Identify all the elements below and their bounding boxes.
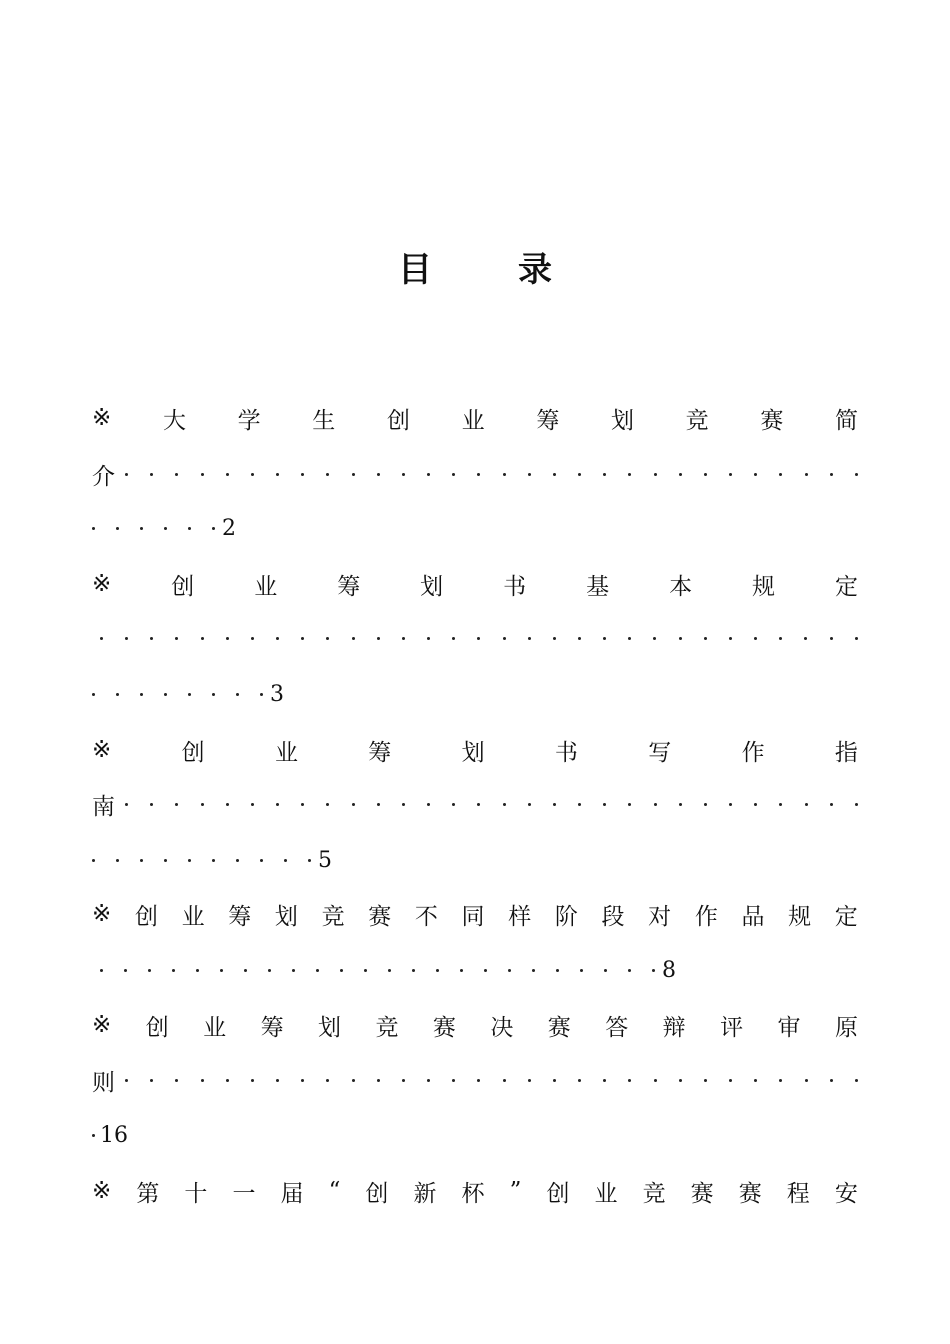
toc-char: 同	[461, 903, 485, 930]
reference-mark: ※	[92, 1012, 112, 1038]
page-number[interactable]: 2	[222, 515, 236, 541]
reference-mark: ※	[92, 405, 112, 431]
toc-char: 写	[648, 739, 672, 766]
toc-entry-2-line2	[92, 620, 858, 656]
toc-char: 决	[490, 1014, 514, 1041]
toc-char: 创	[181, 739, 205, 766]
toc-entry-2-line1	[92, 566, 858, 602]
toc-char: 对	[648, 903, 672, 930]
toc-char: 业	[594, 1180, 618, 1207]
toc-char: 答	[605, 1014, 629, 1041]
page-number[interactable]: 16	[100, 1122, 128, 1148]
toc-char: 竞	[642, 1180, 666, 1207]
toc-char: 杯	[461, 1180, 485, 1207]
toc-char: 届	[280, 1180, 304, 1207]
page-title	[0, 248, 950, 292]
toc-char: 新	[413, 1180, 437, 1207]
toc-char: 第	[136, 1180, 160, 1207]
toc-char: 段	[601, 903, 625, 930]
toc-char: 定	[835, 573, 858, 600]
toc-char: 生	[312, 407, 336, 434]
reference-mark: ※	[92, 901, 112, 927]
toc-char: 辩	[662, 1014, 686, 1041]
toc-char: 业	[181, 903, 205, 930]
toc-char: 划	[461, 739, 485, 766]
reference-mark: ※	[92, 1178, 112, 1204]
toc-char: 创	[365, 1180, 389, 1207]
toc-char: 不	[414, 903, 438, 930]
toc-char: 十	[184, 1180, 208, 1207]
toc-char: 筹	[536, 407, 560, 434]
toc-char: 创	[386, 407, 410, 434]
dot-leader	[125, 473, 858, 476]
dot-leader	[125, 803, 858, 806]
toc-char: 书	[503, 573, 527, 600]
toc-entry-4-line2	[92, 952, 858, 988]
dot-leader	[125, 1079, 858, 1082]
dot-leader	[92, 527, 236, 530]
toc-char: 创	[134, 903, 158, 930]
title-char: 目	[398, 250, 432, 290]
toc-char: 赛	[690, 1180, 714, 1207]
toc-char: 划	[610, 407, 634, 434]
toc-entry-3-line3	[92, 842, 858, 878]
toc-char: 基	[586, 573, 610, 600]
toc-char: 业	[203, 1014, 227, 1041]
toc-char: 赛	[547, 1014, 571, 1041]
toc-entry-3-line1	[92, 732, 858, 768]
toc-char: 本	[669, 573, 693, 600]
toc-char: 筹	[368, 739, 392, 766]
toc-char: “	[328, 1178, 341, 1204]
toc-entry-1-line2	[92, 456, 858, 492]
reference-mark: ※	[92, 737, 112, 763]
toc-entry-4-line1	[92, 896, 858, 932]
page-number[interactable]: 3	[270, 681, 284, 707]
toc-char: 赛	[738, 1180, 762, 1207]
toc-char: 赛	[368, 903, 392, 930]
toc-char: 创	[145, 1014, 169, 1041]
toc-char: 学	[237, 407, 261, 434]
toc-char: 创	[546, 1180, 570, 1207]
toc-entry-1-line1	[92, 400, 858, 436]
toc-char: 划	[318, 1014, 342, 1041]
toc-char: 样	[508, 903, 532, 930]
toc-char: 划	[274, 903, 298, 930]
toc-char: 安	[834, 1180, 858, 1207]
toc-char: 业	[274, 739, 298, 766]
toc-char: 规	[752, 573, 776, 600]
toc-char: 程	[786, 1180, 810, 1207]
toc-char: 划	[420, 573, 444, 600]
toc-char: 赛	[760, 407, 784, 434]
toc-char: 阶	[554, 903, 578, 930]
dot-leader	[100, 969, 676, 972]
toc-char: ”	[509, 1178, 522, 1204]
toc-entry-5-line1	[92, 1007, 858, 1043]
toc-char: 评	[720, 1014, 744, 1041]
toc-entry-6-line1	[92, 1173, 858, 1209]
toc-char: 大	[162, 407, 186, 434]
toc-char: 竞	[685, 407, 709, 434]
toc-char: 则	[92, 1069, 115, 1096]
toc-char: 作	[741, 739, 765, 766]
toc-char: 竞	[375, 1014, 399, 1041]
toc-entry-1-line3	[92, 510, 858, 546]
page-number[interactable]: 8	[662, 957, 676, 983]
toc-entry-3-line2	[92, 786, 858, 822]
dot-leader	[92, 859, 332, 862]
dot-leader	[92, 693, 284, 696]
toc-char: 作	[694, 903, 718, 930]
reference-mark: ※	[92, 571, 112, 597]
toc-entry-2-line3	[92, 676, 858, 712]
toc-char: 创	[171, 573, 195, 600]
toc-char: 一	[232, 1180, 256, 1207]
toc-char: 规	[788, 903, 812, 930]
toc-char: 审	[777, 1014, 801, 1041]
toc-char: 筹	[260, 1014, 284, 1041]
toc-char: 品	[741, 903, 765, 930]
dot-leader	[100, 637, 858, 640]
toc-char: 原	[834, 1014, 858, 1041]
toc-char: 筹	[337, 573, 361, 600]
toc-char: 指	[834, 739, 858, 766]
toc-char: 南	[92, 793, 115, 820]
toc-char: 简	[835, 407, 858, 434]
toc-entry-5-line3	[92, 1117, 858, 1153]
title-char: 录	[518, 250, 552, 290]
toc-char: 竞	[321, 903, 345, 930]
toc-char: 业	[461, 407, 485, 434]
toc-char: 定	[834, 903, 858, 930]
page-number[interactable]: 5	[318, 847, 332, 873]
toc-char: 赛	[432, 1014, 456, 1041]
toc-char: 筹	[228, 903, 252, 930]
toc-char: 业	[254, 573, 278, 600]
toc-char: 介	[92, 463, 115, 490]
toc-entry-5-line2	[92, 1062, 858, 1098]
toc-char: 书	[554, 739, 578, 766]
